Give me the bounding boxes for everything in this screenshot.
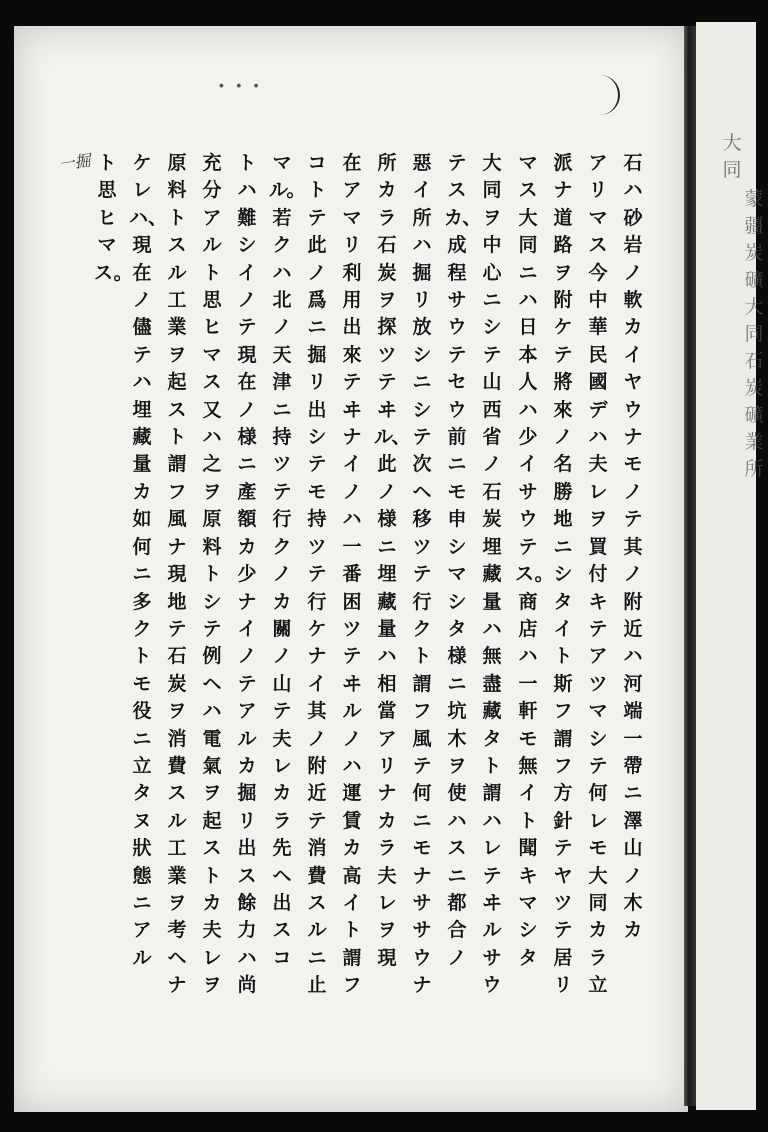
text-column-1: 石ハ砂岩ノ軟カイヤウナモノテ其ノ附近ハ河端一帶ニ澤山ノ木カ bbox=[623, 152, 643, 942]
text-column-6: テスカ、成程サウテセウ前ニモ申シマシタ様ニ坑木ヲ使ハスニ都合ノ bbox=[444, 152, 482, 969]
text-column-8: 所カラ石炭ヲ探ツテヰル、此ノ様ニ埋藏量ハ相當アリナカラ夫レヲ現 bbox=[374, 152, 411, 969]
text-column-13: 充分アルト思ヒマス又ハ之ヲ原料トシテ例ヘハ電氣ヲ起ストカ夫レヲ bbox=[202, 152, 222, 997]
adjacent-page-text-1: 大同 bbox=[722, 132, 742, 181]
binding-fold bbox=[684, 26, 696, 1106]
text-column-10: コトテ此ノ爲ニ掘リ出シテモ持ツテ行ケナイ其ノ附近テ消費スルニ止 bbox=[307, 152, 327, 997]
text-column-11: マル。若クハ北ノ天津ニ持ツテ行クノカ關ノ山テ夫レカラ先ヘ出スコ bbox=[269, 152, 306, 969]
text-column-15: ケレハ、現在ノ儘テハ埋藏量カ如何ニ多クトモ役ニ立タヌ狀態ニアル bbox=[129, 152, 168, 969]
text-column-14: 原料トスル工業ヲ起スト謂フ風ナ現地テ石炭ヲ消費スル工業ヲ考ヘナ bbox=[167, 152, 187, 997]
text-column-7: 惡イ所ハ掘リ放シニシテ次ヘ移ツテ行クト謂フ風テ何ニモナササウナ bbox=[412, 152, 432, 997]
text-column-5: 大同ヲ中心ニシテ山西省ノ石炭埋藏量ハ無盡藏タト謂ハレテヰルサウ bbox=[482, 152, 502, 997]
adjacent-page-text-2: 蒙疆炭礦大同石炭礦業所 bbox=[744, 188, 764, 480]
text-column-2: アリマス今中華民國デハ夫レヲ買付キテアツマシテ何レモ大同カラ立 bbox=[588, 152, 608, 997]
text-column-4: マス大同ニハ日本人ハ少イサウテス。商店ハ一軒モ無イト聞キマシタ bbox=[515, 152, 554, 969]
text-column-3: 派ナ道路ヲ附ケテ將來ノ名勝地ニシタイト斯フ謂フ方針テヤツテ居リ bbox=[553, 152, 573, 997]
ink-speckles: ∙ ∙ ∙ bbox=[218, 78, 263, 94]
text-column-12: トハ難シイノテ現在ノ様ニ產額カ少ナイノテアルカ掘リ出ス餘力ハ尚 bbox=[237, 152, 257, 997]
text-column-16: ト思ヒマス。 bbox=[94, 152, 133, 284]
text-column-9: 在アマリ利用出來テヰナイノハ一番困ツテヰルノハ運賃カ高イト謂フ bbox=[342, 152, 362, 997]
margin-note: 一掘 bbox=[57, 150, 92, 175]
